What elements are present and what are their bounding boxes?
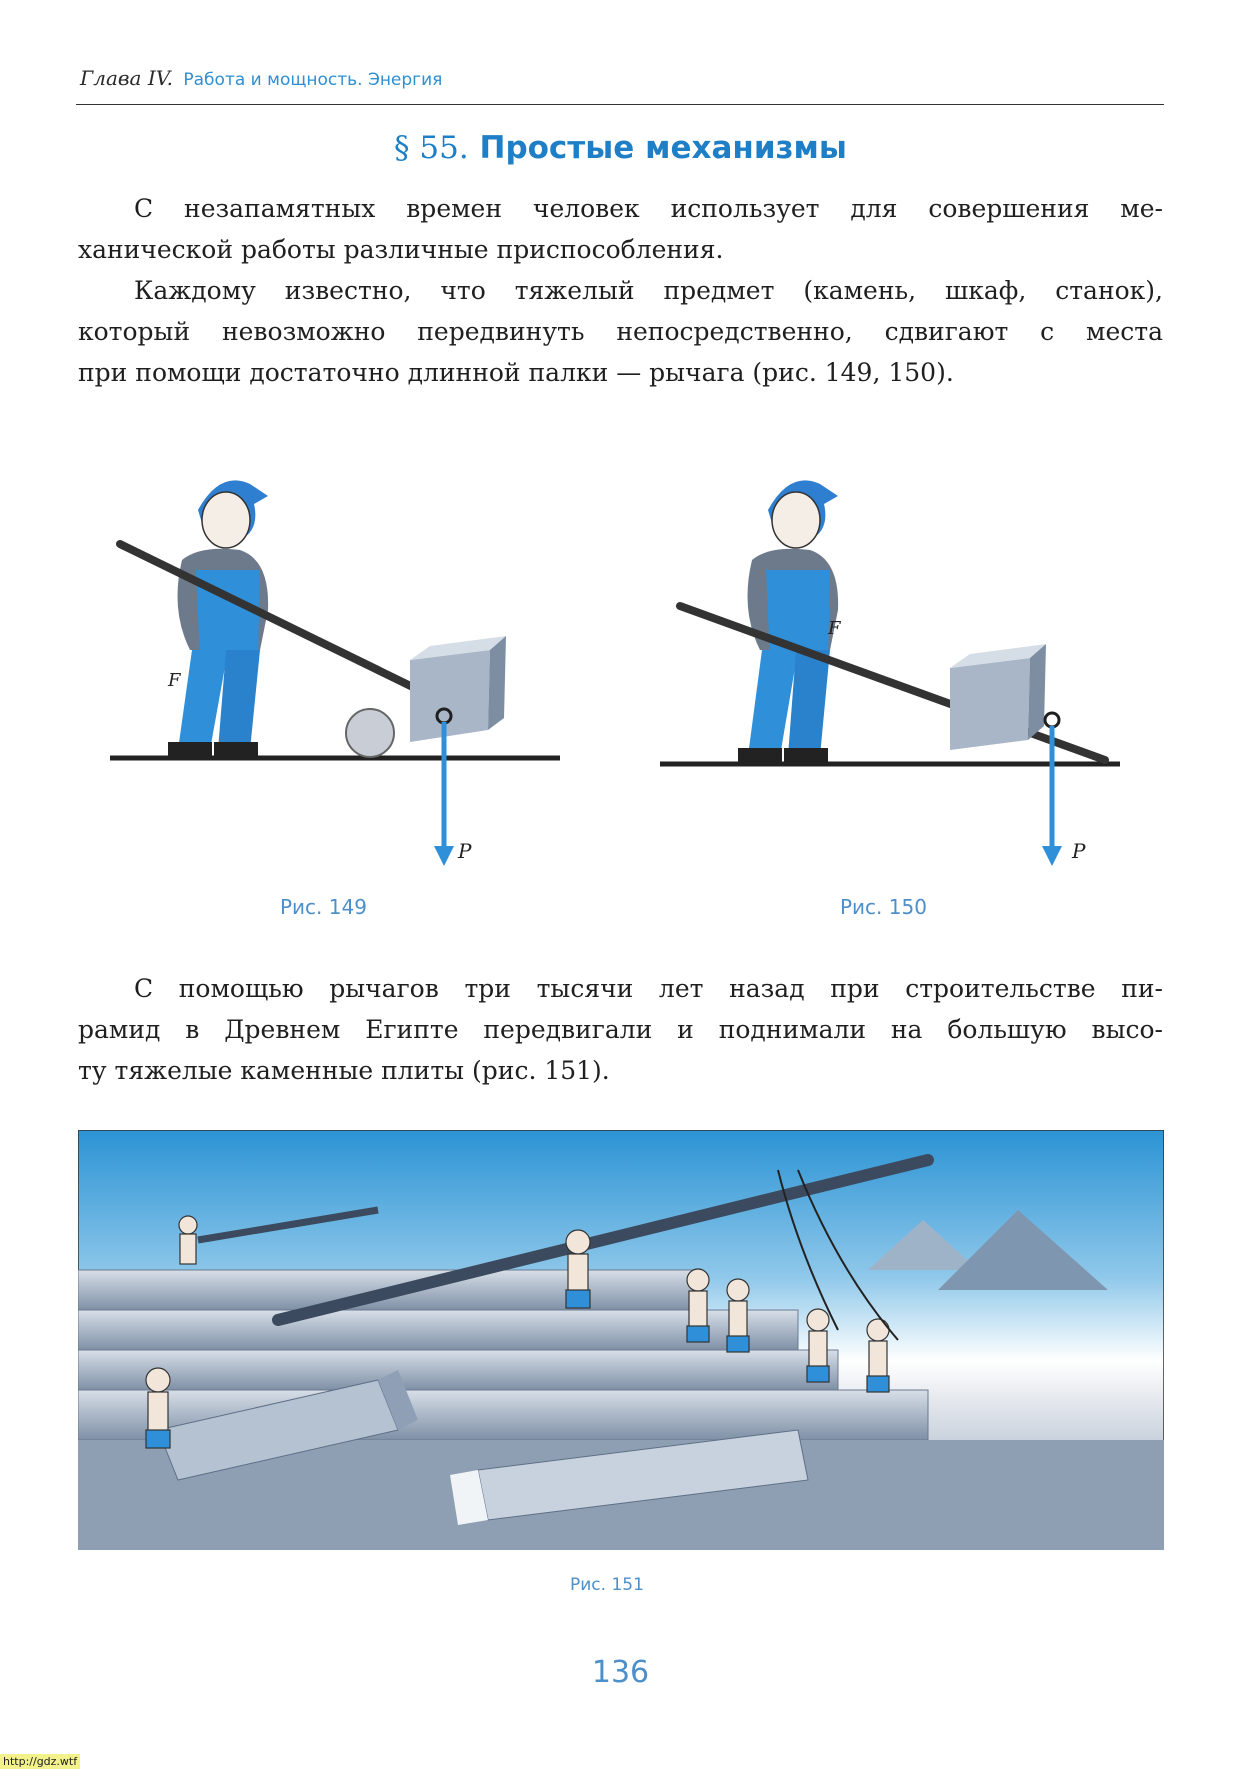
paragraph-line: С незапамятных времен человек использует для совершения ме- bbox=[134, 194, 1163, 223]
weight-label: P bbox=[1072, 839, 1086, 863]
figure-150-lever-under-box bbox=[660, 450, 1130, 870]
chapter-label: Глава IV. bbox=[80, 66, 174, 90]
page-number: 136 bbox=[591, 1655, 650, 1690]
watermark-link[interactable]: http://gdz.wtf bbox=[0, 1754, 80, 1769]
figure-151-egypt-pyramid-levers bbox=[78, 1130, 1164, 1550]
worker-illustration bbox=[738, 480, 838, 762]
paragraph-line: при помощи достаточно длинной палки — рычага (рис. 149, 150). bbox=[78, 358, 954, 387]
figure-149-caption: Рис. 149 bbox=[280, 895, 367, 919]
chapter-topic: Работа и мощность. Энергия bbox=[183, 70, 443, 90]
weight-arrowhead bbox=[1042, 846, 1062, 866]
figure-151-caption: Рис. 151 bbox=[570, 1575, 644, 1595]
paragraph-line: С помощью рычагов три тысячи лет назад при строительстве пи- bbox=[134, 974, 1163, 1003]
roller-ball bbox=[346, 709, 394, 757]
paragraph-line: который невозможно передвинуть непосредственно, сдвигают с места bbox=[78, 317, 1163, 346]
figure-150-caption: Рис. 150 bbox=[840, 895, 927, 919]
paragraph-line: ханической работы различные приспособления. bbox=[78, 235, 724, 264]
section-title bbox=[0, 130, 1241, 166]
worker-illustration bbox=[168, 480, 268, 756]
section-number: § 55. bbox=[394, 130, 469, 166]
paragraph-3 bbox=[78, 968, 1163, 1091]
load-box bbox=[950, 644, 1046, 750]
figure-149-lever-with-roller bbox=[110, 450, 580, 870]
force-label: F bbox=[828, 618, 841, 639]
running-head bbox=[80, 66, 442, 90]
paragraph-2 bbox=[78, 270, 1163, 393]
paragraph-1 bbox=[78, 188, 1163, 270]
load-box bbox=[410, 636, 506, 742]
header-rule bbox=[76, 104, 1164, 105]
weight-label: P bbox=[458, 839, 472, 863]
force-label: F bbox=[168, 670, 181, 691]
paragraph-line: ту тяжелые каменные плиты (рис. 151). bbox=[78, 1056, 610, 1085]
paragraph-line: рамид в Древнем Египте передвигали и поднимали на большую высо- bbox=[78, 1015, 1163, 1044]
paragraph-line: Каждому известно, что тяжелый предмет (камень, шкаф, станок), bbox=[134, 276, 1163, 305]
pivot-point bbox=[1045, 713, 1059, 727]
weight-arrowhead bbox=[434, 846, 454, 866]
section-name: Простые механизмы bbox=[479, 130, 847, 166]
